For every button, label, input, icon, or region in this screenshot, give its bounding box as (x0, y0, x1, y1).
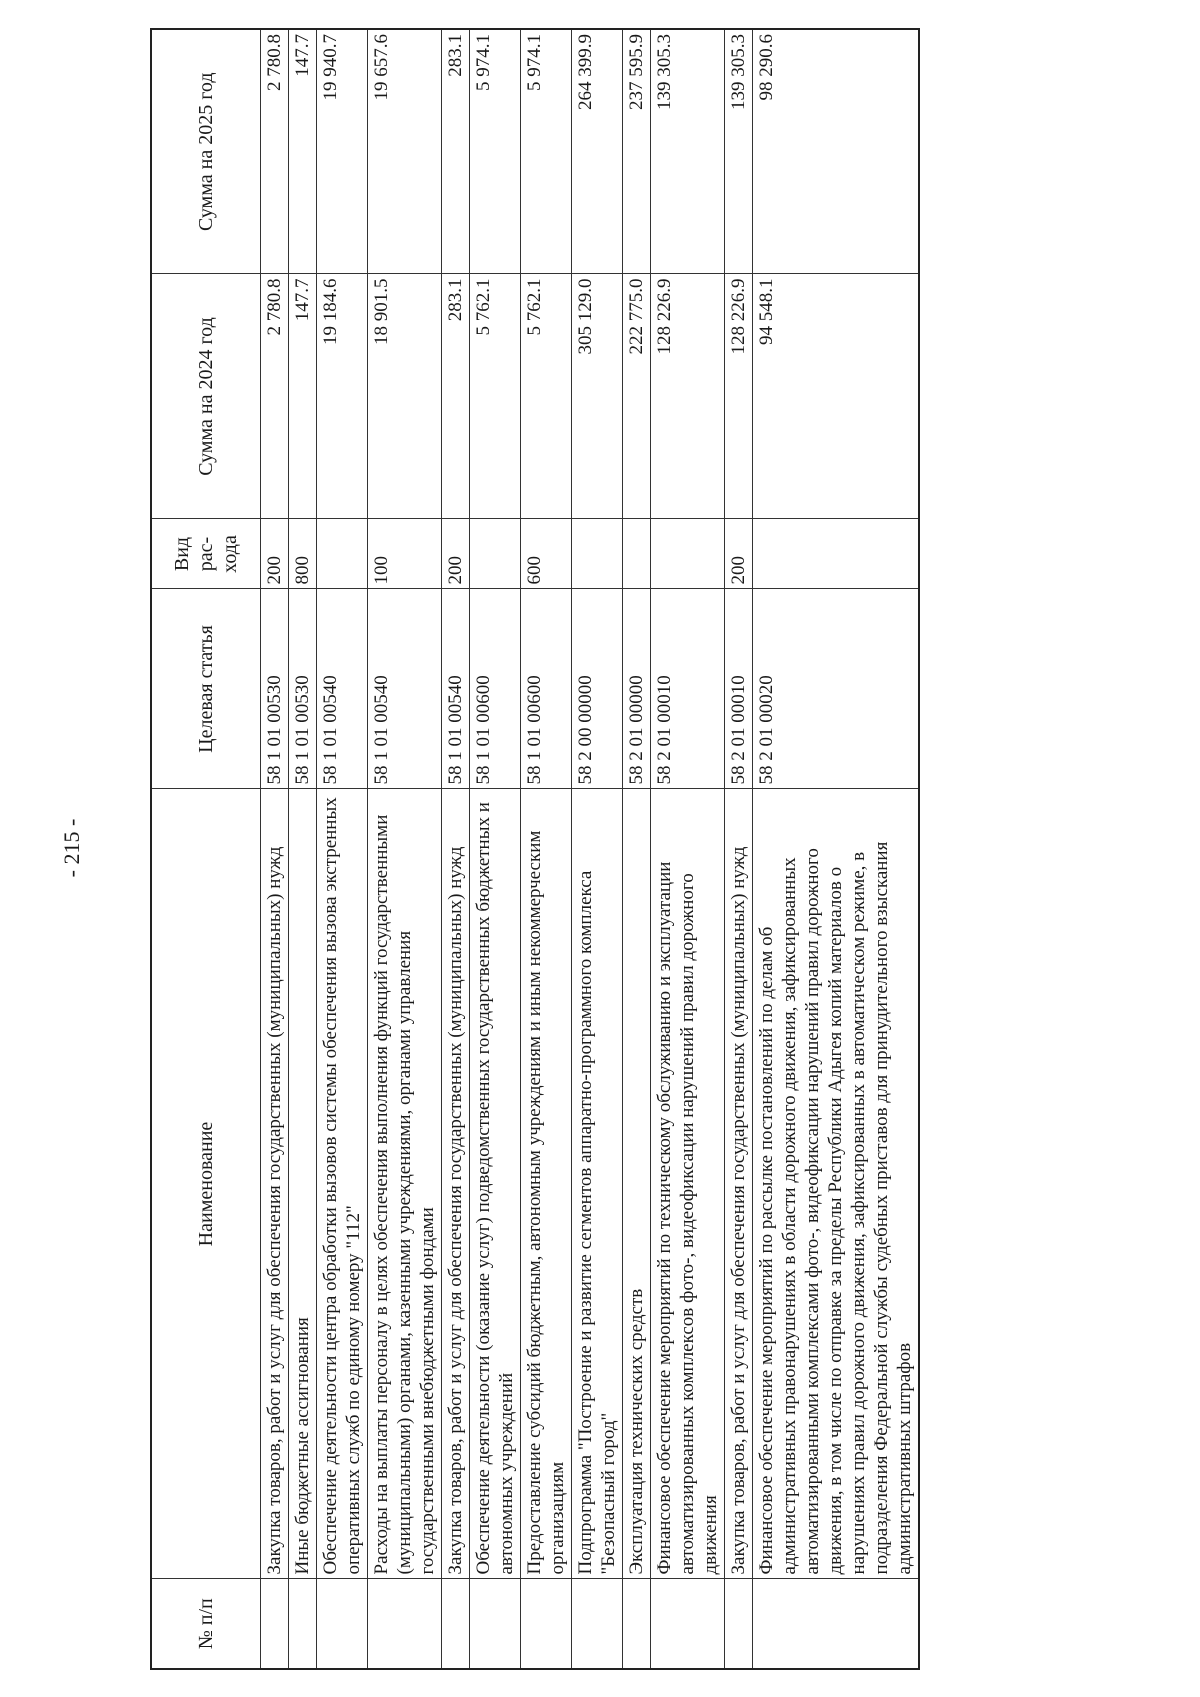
cell-number (753, 1579, 920, 1669)
cell-number (725, 1579, 753, 1669)
cell-expense-kind (623, 519, 651, 589)
cell-sum-2024: 2 780.8 (261, 274, 289, 519)
cell-expense-kind: 200 (442, 519, 470, 589)
cell-name: Закупка товаров, работ и услуг для обеспечения государственных (муниципальных) нужд (261, 789, 289, 1579)
table-row (651, 29, 725, 1669)
cell-sum-2024: 5 762.1 (470, 274, 521, 519)
table-row (725, 29, 753, 1669)
cell-name: Закупка товаров, работ и услуг для обеспечения государственных (муниципальных) нужд (725, 789, 753, 1579)
cell-sum-2025: 264 399.9 (572, 29, 623, 274)
table-row (572, 29, 623, 1669)
cell-name: Финансовое обеспечение мероприятий по рассылке постановлений по делам об административных правонарушениях в области дорожного движения, зафиксированных автоматизированными комплексами фото-, видеофиксации нарушений правил дорожного движения, в том числе по отправке за пределы Республики Адыгея копий материалов о нарушениях правил дорожного движения, зафиксированных в автоматическом режиме, в подразделения Федеральной службы судебных приставов для принудительного взыскания административных штрафов (753, 789, 920, 1579)
cell-expense-kind (753, 519, 920, 589)
cell-sum-2024: 147.7 (289, 274, 317, 519)
cell-target-article: 58 1 01 00540 (317, 589, 368, 789)
cell-sum-2024: 128 226.9 (651, 274, 725, 519)
table-row (753, 29, 920, 1669)
cell-name: Обеспечение деятельности (оказание услуг) подведомственных государственных бюджетных и автономных учреждений (470, 789, 521, 1579)
header-expense-kind: Вид рас- хода (151, 519, 261, 589)
cell-number (261, 1579, 289, 1669)
cell-sum-2025: 2 780.8 (261, 29, 289, 274)
header-name: Наименование (151, 789, 261, 1579)
cell-number (442, 1579, 470, 1669)
header-sum-2025: Сумма на 2025 год (151, 29, 261, 274)
header-sum-2024: Сумма на 2024 год (151, 274, 261, 519)
cell-target-article: 58 1 01 00530 (289, 589, 317, 789)
cell-name: Иные бюджетные ассигнования (289, 789, 317, 1579)
cell-number (572, 1579, 623, 1669)
cell-sum-2024: 222 775.0 (623, 274, 651, 519)
cell-sum-2024: 128 226.9 (725, 274, 753, 519)
cell-target-article: 58 1 01 00600 (470, 589, 521, 789)
cell-target-article: 58 2 01 00010 (651, 589, 725, 789)
cell-number (368, 1579, 442, 1669)
table-row (521, 29, 572, 1669)
cell-target-article: 58 2 01 00010 (725, 589, 753, 789)
cell-sum-2024: 18 901.5 (368, 274, 442, 519)
cell-sum-2024: 5 762.1 (521, 274, 572, 519)
table-row (368, 29, 442, 1669)
cell-sum-2025: 5 974.1 (521, 29, 572, 274)
budget-table (150, 28, 920, 1670)
cell-sum-2025: 19 940.7 (317, 29, 368, 274)
cell-number (651, 1579, 725, 1669)
cell-name: Финансовое обеспечение мероприятий по техническому обслуживанию и эксплуатации автоматизированных комплексов фото-, видеофиксации нарушений правил дорожного движения (651, 789, 725, 1579)
rotated-page-content (150, 30, 1050, 1670)
table-row (470, 29, 521, 1669)
cell-target-article: 58 1 01 00540 (442, 589, 470, 789)
cell-target-article: 58 1 01 00530 (261, 589, 289, 789)
cell-expense-kind: 800 (289, 519, 317, 589)
cell-sum-2025: 283.1 (442, 29, 470, 274)
cell-sum-2025: 237 595.9 (623, 29, 651, 274)
cell-expense-kind (651, 519, 725, 589)
cell-name: Расходы на выплаты персоналу в целях обеспечения выполнения функций государственными (муниципальными) органами, казенными учреждениями, органами управления государственными внебюджетными фондами (368, 789, 442, 1579)
cell-sum-2024: 305 129.0 (572, 274, 623, 519)
header-target-article: Целевая статья (151, 589, 261, 789)
cell-sum-2025: 19 657.6 (368, 29, 442, 274)
cell-sum-2025: 147.7 (289, 29, 317, 274)
cell-sum-2025: 139 305.3 (725, 29, 753, 274)
page-number: - 215 - (59, 818, 84, 878)
table-row (261, 29, 289, 1669)
cell-sum-2025: 5 974.1 (470, 29, 521, 274)
cell-expense-kind: 100 (368, 519, 442, 589)
table-header (151, 29, 261, 1669)
cell-number (623, 1579, 651, 1669)
cell-name: Эксплуатация технических средств (623, 789, 651, 1579)
table-row (317, 29, 368, 1669)
header-number: № п/п (151, 1579, 261, 1669)
cell-target-article: 58 1 01 00600 (521, 589, 572, 789)
cell-target-article: 58 1 01 00540 (368, 589, 442, 789)
cell-number (470, 1579, 521, 1669)
cell-target-article: 58 2 01 00000 (623, 589, 651, 789)
cell-number (289, 1579, 317, 1669)
cell-name: Закупка товаров, работ и услуг для обеспечения государственных (муниципальных) нужд (442, 789, 470, 1579)
cell-expense-kind: 600 (521, 519, 572, 589)
cell-name: Обеспечение деятельности центра обработки вызовов системы обеспечения вызова экстренных оперативных служб по единому номеру "112" (317, 789, 368, 1579)
cell-expense-kind: 200 (261, 519, 289, 589)
cell-expense-kind (572, 519, 623, 589)
table-row (289, 29, 317, 1669)
cell-target-article: 58 2 01 00020 (753, 589, 920, 789)
cell-number (317, 1579, 368, 1669)
table-row (623, 29, 651, 1669)
cell-name: Подпрограмма "Построение и развитие сегментов аппаратно-программного комплекса "Безопасный город" (572, 789, 623, 1579)
cell-sum-2025: 139 305.3 (651, 29, 725, 274)
cell-name: Предоставление субсидий бюджетным, автономным учреждениям и иным некоммерческим организациям (521, 789, 572, 1579)
cell-sum-2024: 94 548.1 (753, 274, 920, 519)
cell-sum-2024: 283.1 (442, 274, 470, 519)
table-body (261, 29, 920, 1669)
cell-sum-2024: 19 184.6 (317, 274, 368, 519)
header-row (151, 29, 261, 1669)
table-row (442, 29, 470, 1669)
cell-expense-kind: 200 (725, 519, 753, 589)
cell-sum-2025: 98 290.6 (753, 29, 920, 274)
cell-expense-kind (317, 519, 368, 589)
cell-expense-kind (470, 519, 521, 589)
cell-target-article: 58 2 00 00000 (572, 589, 623, 789)
cell-number (521, 1579, 572, 1669)
